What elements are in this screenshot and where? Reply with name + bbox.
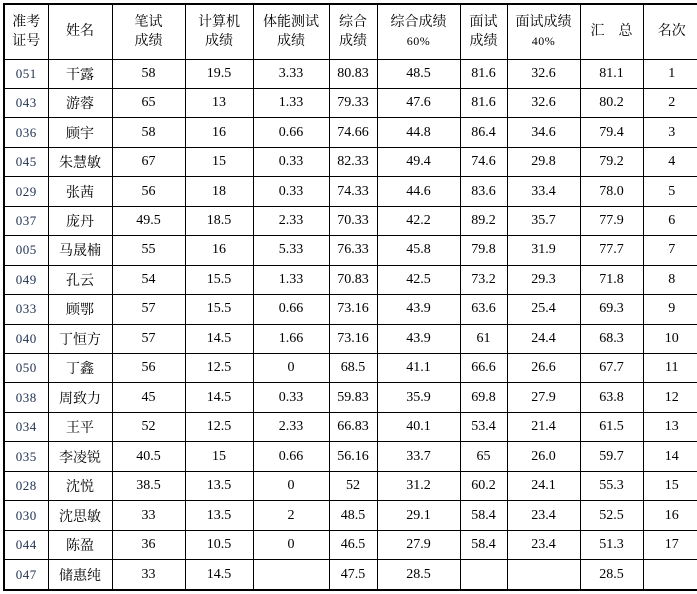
score-cell: 14.5 [185,324,253,353]
column-header: 准考 证号 [4,4,48,59]
score-cell: 81.6 [460,88,507,117]
score-cell: 21.4 [507,412,580,441]
score-cell: 18 [185,177,253,206]
table-row [4,295,697,324]
exam-id-cell: 045 [4,147,48,176]
table-row [4,206,697,235]
score-cell: 13 [185,88,253,117]
table-row [4,324,697,353]
score-cell: 2.33 [253,206,329,235]
score-cell: 42.2 [377,206,460,235]
score-cell: 29.1 [377,501,460,530]
score-cell: 79.8 [460,236,507,265]
score-cell: 24.1 [507,471,580,500]
header-percent-label: 60% [406,33,431,48]
table-row [4,412,697,441]
score-cell: 79.2 [580,147,643,176]
name-cell: 顾宇 [48,118,112,147]
exam-id-cell: 049 [4,265,48,294]
score-cell: 8 [643,265,697,294]
score-cell: 31.9 [507,236,580,265]
score-cell: 4 [643,147,697,176]
score-cell: 24.4 [507,324,580,353]
column-header: 体能测试 成绩 [253,4,329,59]
score-cell: 77.7 [580,236,643,265]
name-cell: 干露 [48,59,112,88]
header-percent-label: 40% [531,33,556,48]
score-cell: 14 [643,442,697,471]
score-cell: 16 [185,236,253,265]
column-header: 汇 总 [580,4,643,59]
score-cell: 52.5 [580,501,643,530]
score-cell: 1.33 [253,265,329,294]
score-cell: 41.1 [377,354,460,383]
score-cell: 79.4 [580,118,643,147]
score-cell: 74.6 [460,147,507,176]
score-cell: 61 [460,324,507,353]
score-cell: 12.5 [185,412,253,441]
score-cell: 45 [112,383,185,412]
score-cell: 0 [253,471,329,500]
score-cell: 48.5 [377,59,460,88]
score-cell: 2.33 [253,412,329,441]
score-cell: 69.3 [580,295,643,324]
table-body [4,59,697,590]
score-cell: 40.5 [112,442,185,471]
score-cell: 0 [253,530,329,559]
score-cell: 35.9 [377,383,460,412]
score-cell: 31.2 [377,471,460,500]
score-cell: 56 [112,177,185,206]
score-cell: 67.7 [580,354,643,383]
score-cell: 35.7 [507,206,580,235]
score-cell: 19.5 [185,59,253,88]
score-cell: 9 [643,295,697,324]
score-cell: 15 [643,471,697,500]
score-cell: 78.0 [580,177,643,206]
name-cell: 顾鄂 [48,295,112,324]
column-header: 综合 成绩 [329,4,377,59]
score-cell [643,560,697,590]
score-cell: 36 [112,530,185,559]
score-cell: 80.83 [329,59,377,88]
exam-id-cell: 033 [4,295,48,324]
score-cell: 45.8 [377,236,460,265]
score-cell: 10 [643,324,697,353]
score-cell: 0.33 [253,147,329,176]
exam-id-cell: 047 [4,560,48,590]
exam-id-cell: 034 [4,412,48,441]
score-cell: 0.33 [253,177,329,206]
score-cell: 0.66 [253,295,329,324]
name-cell: 庞丹 [48,206,112,235]
score-cell: 12 [643,383,697,412]
column-header: 综合成绩 60% [377,4,460,59]
exam-id-cell: 029 [4,177,48,206]
score-cell: 12.5 [185,354,253,383]
column-header: 笔试 成绩 [112,4,185,59]
header-row [4,4,697,59]
score-cell: 58 [112,59,185,88]
score-cell: 29.3 [507,265,580,294]
exam-id-cell: 038 [4,383,48,412]
score-cell: 73.16 [329,324,377,353]
name-cell: 游蓉 [48,88,112,117]
column-header: 名次 [643,4,697,59]
score-cell: 81.1 [580,59,643,88]
name-cell: 朱慧敏 [48,147,112,176]
score-cell: 7 [643,236,697,265]
score-cell: 15 [185,442,253,471]
score-cell: 0.33 [253,383,329,412]
score-cell: 65 [460,442,507,471]
score-cell: 27.9 [377,530,460,559]
score-cell: 66.6 [460,354,507,383]
score-cell [253,560,329,590]
score-cell: 23.4 [507,501,580,530]
score-cell: 73.2 [460,265,507,294]
score-cell: 52 [112,412,185,441]
score-cell: 3 [643,118,697,147]
score-cell: 57 [112,324,185,353]
exam-id-cell: 044 [4,530,48,559]
exam-id-cell: 040 [4,324,48,353]
table-row [4,265,697,294]
score-cell: 66.83 [329,412,377,441]
score-cell: 46.5 [329,530,377,559]
score-cell: 63.6 [460,295,507,324]
score-cell: 67 [112,147,185,176]
score-cell: 28.5 [377,560,460,590]
table-row [4,118,697,147]
score-cell: 42.5 [377,265,460,294]
score-cell: 32.6 [507,88,580,117]
score-cell: 18.5 [185,206,253,235]
score-cell: 34.6 [507,118,580,147]
exam-id-cell: 028 [4,471,48,500]
score-cell: 80.2 [580,88,643,117]
name-cell: 孔云 [48,265,112,294]
score-cell: 2 [253,501,329,530]
column-header: 面试成绩 40% [507,4,580,59]
score-cell: 56 [112,354,185,383]
score-cell: 13 [643,412,697,441]
table-row [4,147,697,176]
column-header: 姓名 [48,4,112,59]
score-cell: 49.4 [377,147,460,176]
table-row [4,560,697,590]
score-cell: 27.9 [507,383,580,412]
score-cell: 16 [185,118,253,147]
exam-id-cell: 050 [4,354,48,383]
score-cell: 56.16 [329,442,377,471]
score-cell: 1.66 [253,324,329,353]
score-cell: 23.4 [507,530,580,559]
table-row [4,471,697,500]
score-cell: 68.5 [329,354,377,383]
score-cell: 70.33 [329,206,377,235]
score-cell: 59.83 [329,383,377,412]
score-cell: 74.33 [329,177,377,206]
score-cell: 58 [112,118,185,147]
name-cell: 周致力 [48,383,112,412]
score-cell: 13.5 [185,501,253,530]
score-cell: 47.5 [329,560,377,590]
score-cell: 77.9 [580,206,643,235]
score-cell: 15.5 [185,295,253,324]
score-cell: 55.3 [580,471,643,500]
column-header: 计算机 成绩 [185,4,253,59]
score-cell: 89.2 [460,206,507,235]
name-cell: 马晟楠 [48,236,112,265]
score-cell: 0.66 [253,442,329,471]
score-table [3,3,697,591]
name-cell: 李凌锐 [48,442,112,471]
name-cell: 丁恒方 [48,324,112,353]
score-cell: 5 [643,177,697,206]
score-cell: 55 [112,236,185,265]
score-cell: 44.8 [377,118,460,147]
score-cell: 25.4 [507,295,580,324]
score-cell: 74.66 [329,118,377,147]
score-cell: 82.33 [329,147,377,176]
column-header: 面试 成绩 [460,4,507,59]
score-cell: 13.5 [185,471,253,500]
table-row [4,59,697,88]
score-cell: 26.6 [507,354,580,383]
name-cell: 沈悦 [48,471,112,500]
score-cell: 17 [643,530,697,559]
table-row [4,177,697,206]
score-cell: 10.5 [185,530,253,559]
score-cell: 11 [643,354,697,383]
score-cell: 83.6 [460,177,507,206]
score-cell: 63.8 [580,383,643,412]
score-cell: 51.3 [580,530,643,559]
score-cell: 60.2 [460,471,507,500]
score-cell: 33.7 [377,442,460,471]
table-row [4,88,697,117]
score-cell: 5.33 [253,236,329,265]
score-cell: 33 [112,501,185,530]
exam-id-cell: 030 [4,501,48,530]
score-cell: 53.4 [460,412,507,441]
exam-id-cell: 036 [4,118,48,147]
score-cell: 14.5 [185,560,253,590]
score-cell [460,560,507,590]
score-cell: 81.6 [460,59,507,88]
score-cell: 71.8 [580,265,643,294]
score-cell: 33 [112,560,185,590]
score-cell: 28.5 [580,560,643,590]
score-cell: 58.4 [460,530,507,559]
name-cell: 张茜 [48,177,112,206]
name-cell: 储惠纯 [48,560,112,590]
score-cell: 73.16 [329,295,377,324]
score-cell: 1.33 [253,88,329,117]
score-cell: 38.5 [112,471,185,500]
score-cell: 16 [643,501,697,530]
score-cell: 57 [112,295,185,324]
score-cell: 49.5 [112,206,185,235]
table-row [4,501,697,530]
score-cell: 69.8 [460,383,507,412]
score-cell: 0.66 [253,118,329,147]
score-cell: 3.33 [253,59,329,88]
score-cell: 1 [643,59,697,88]
score-cell: 32.6 [507,59,580,88]
score-cell: 61.5 [580,412,643,441]
score-cell: 43.9 [377,324,460,353]
table-row [4,530,697,559]
score-cell: 76.33 [329,236,377,265]
score-cell: 52 [329,471,377,500]
score-cell: 14.5 [185,383,253,412]
score-cell: 47.6 [377,88,460,117]
exam-id-cell: 035 [4,442,48,471]
score-cell: 86.4 [460,118,507,147]
score-cell: 6 [643,206,697,235]
score-cell: 26.0 [507,442,580,471]
score-cell: 29.8 [507,147,580,176]
score-cell: 43.9 [377,295,460,324]
name-cell: 丁鑫 [48,354,112,383]
score-cell: 15 [185,147,253,176]
score-cell: 70.83 [329,265,377,294]
score-cell: 79.33 [329,88,377,117]
name-cell: 王平 [48,412,112,441]
score-cell: 54 [112,265,185,294]
table-row [4,354,697,383]
score-cell: 33.4 [507,177,580,206]
score-cell: 15.5 [185,265,253,294]
score-cell: 0 [253,354,329,383]
exam-id-cell: 051 [4,59,48,88]
exam-id-cell: 005 [4,236,48,265]
table-row [4,236,697,265]
score-cell: 65 [112,88,185,117]
score-cell [507,560,580,590]
score-cell: 44.6 [377,177,460,206]
score-cell: 40.1 [377,412,460,441]
score-cell: 2 [643,88,697,117]
table-row [4,383,697,412]
exam-id-cell: 043 [4,88,48,117]
name-cell: 沈思敏 [48,501,112,530]
name-cell: 陈盈 [48,530,112,559]
score-cell: 58.4 [460,501,507,530]
table-row [4,442,697,471]
score-cell: 48.5 [329,501,377,530]
exam-id-cell: 037 [4,206,48,235]
score-cell: 68.3 [580,324,643,353]
score-cell: 59.7 [580,442,643,471]
